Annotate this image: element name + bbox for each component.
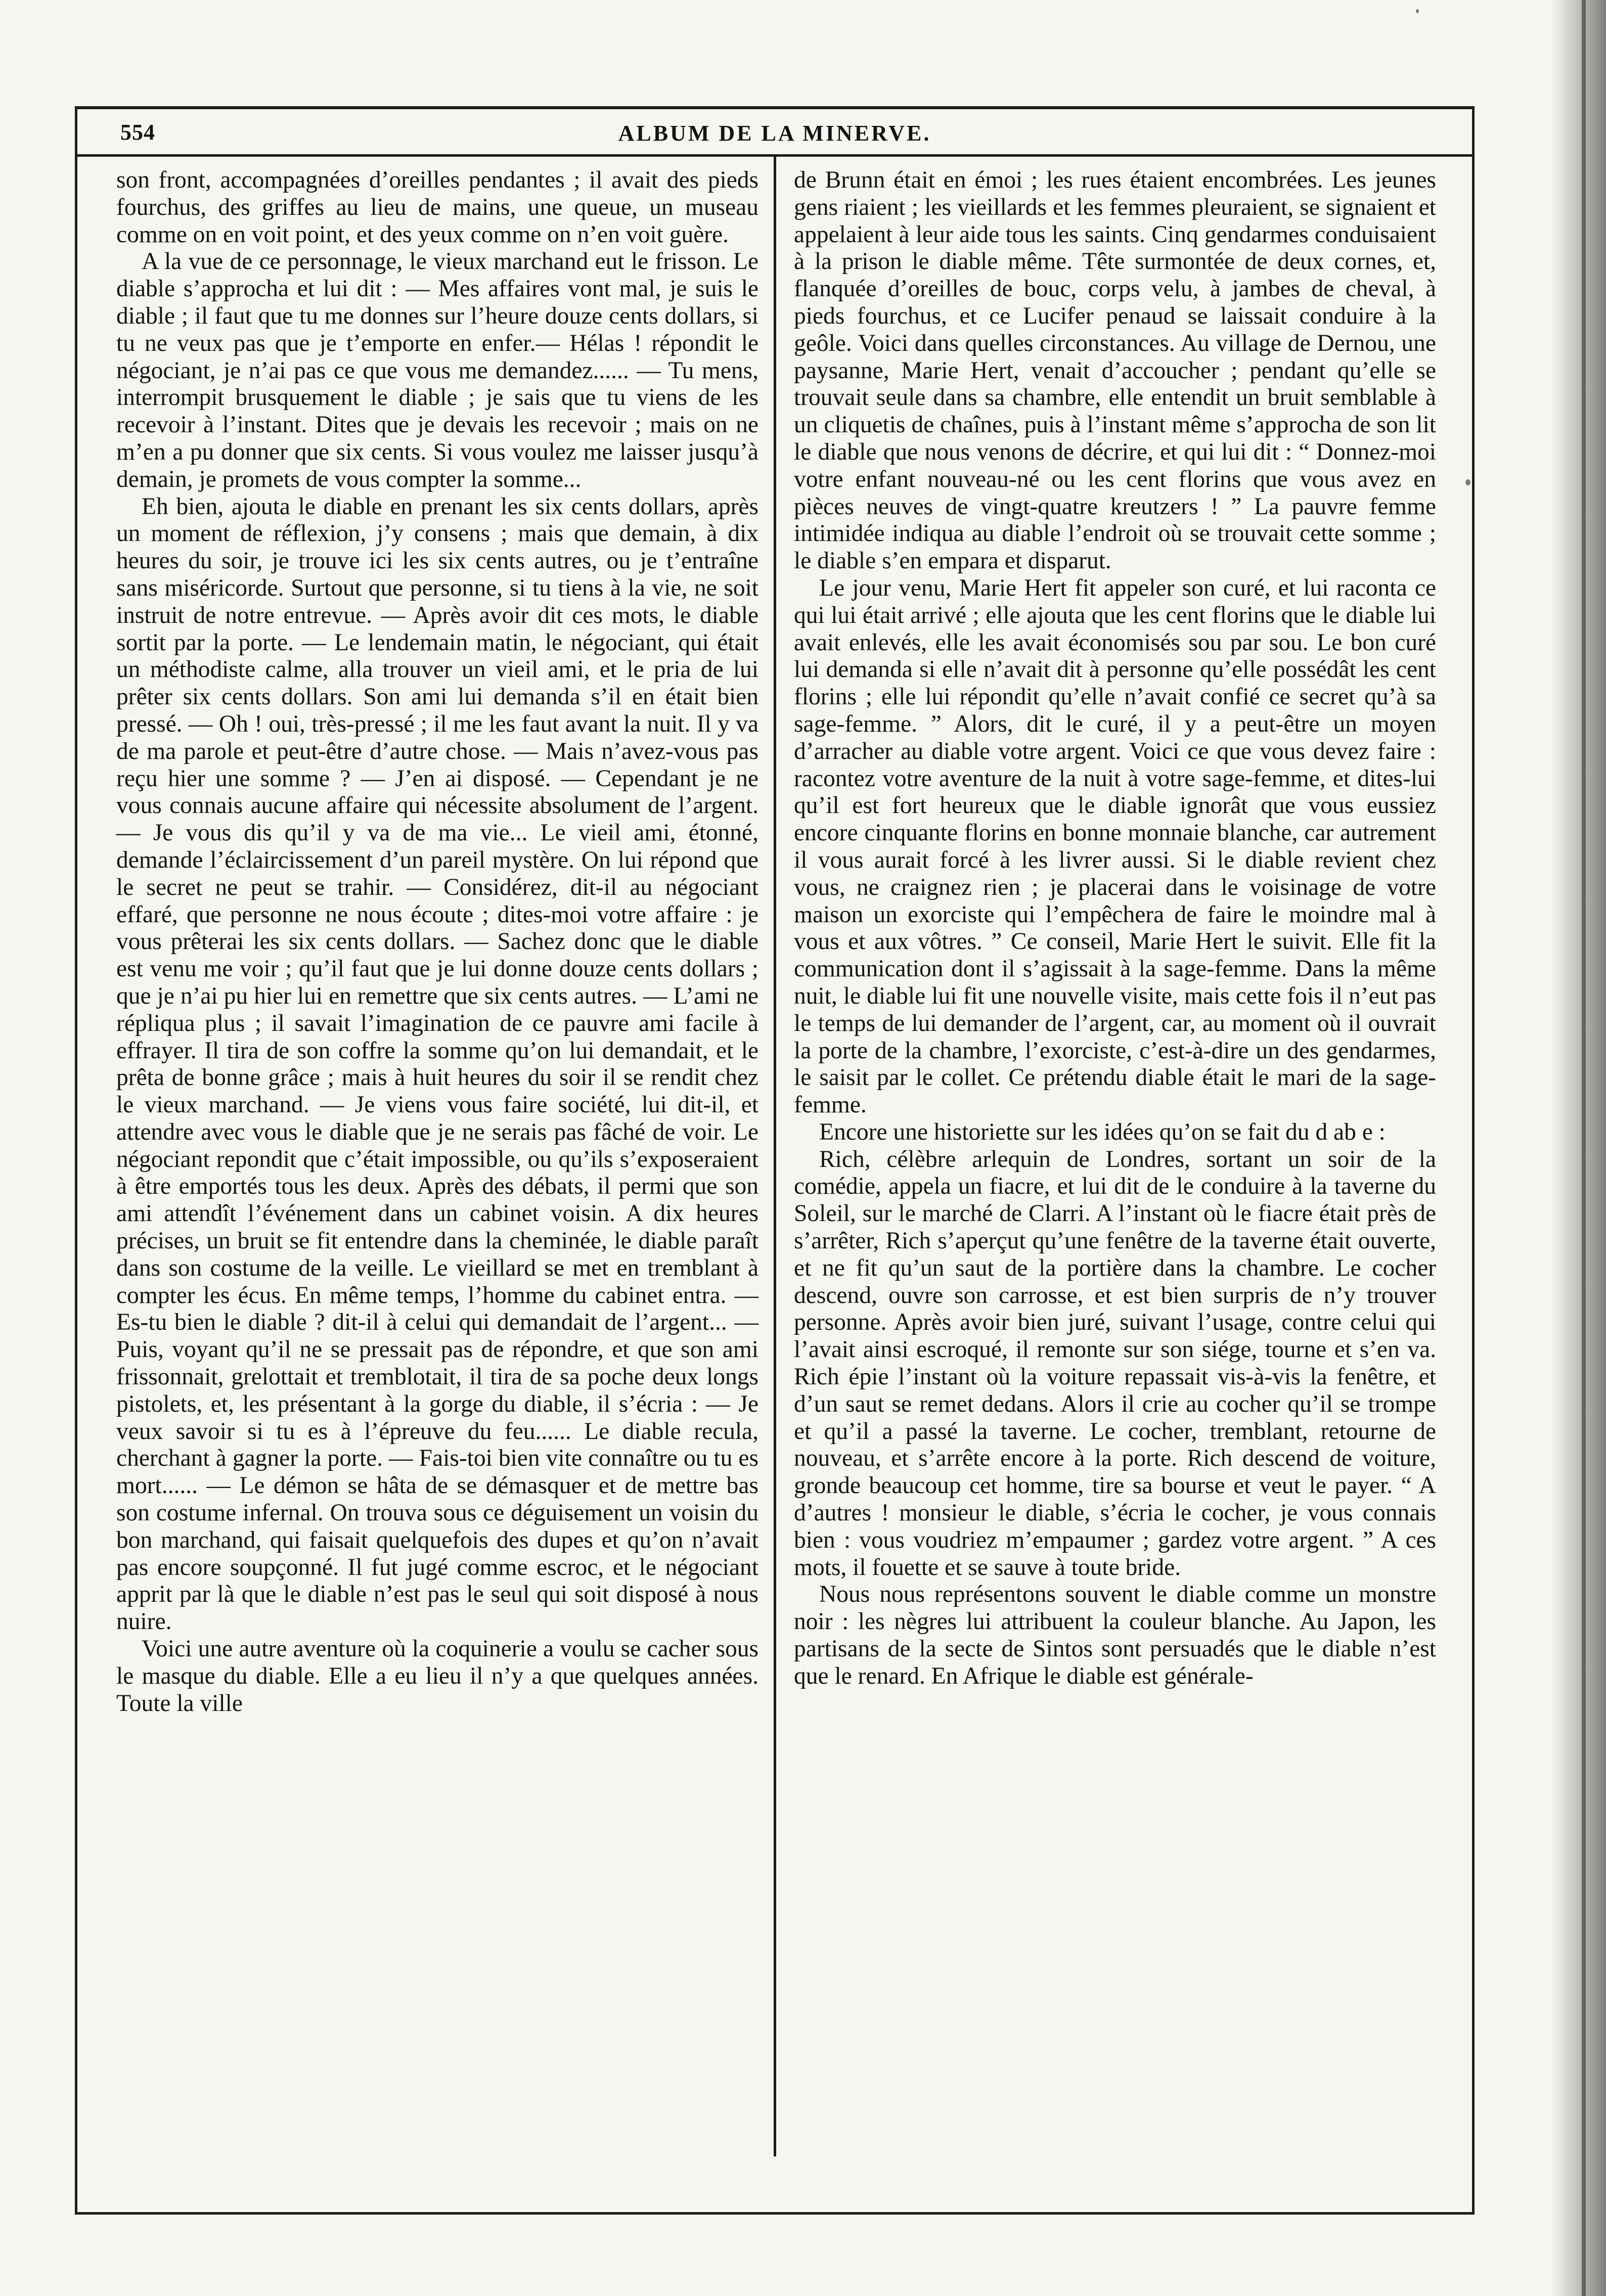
paragraph: de Brunn était en émoi ; les rues étaient encombrées. Les jeunes gens riaient ; les vieillards et les femmes pleuraient, se signaient et appelaient à leur aide tous les saints. Cinq gendarmes conduisaient à la prison le diable même. Tête surmontée de deux cornes, et, flanquée d’oreilles de bouc, corps velu, à jambes de cheval, à pieds fourchus, et ce Lucifer penaud se laissait conduire à la geôle. Voici dans quelles circonstances. Au village de Dernou, une paysanne, Marie Hert, venait d’accoucher ; pendant qu’elle se trouvait seule dans sa chambre, elle entendit un bruit semblable à un cliquetis de chaînes, puis à l’instant même s’approcha de son lit le diable que nous venons de décrire, et qui lui dit : “ Donnez-moi votre enfant nouveau-né ou les cent florins que vous avez en pièces neuves de vingt-quatre kreutzers ! ” La pauvre femme intimidée indiqua au diable l’endroit où se trouvait cette somme ; le diable s’en empara et disparut. [794, 167, 1436, 574]
paragraph: Le jour venu, Marie Hert fit appeler son curé, et lui raconta ce qui lui était arrivé ; elle ajouta que les cent florins que le diable lui avait enlevés, elle les avait économisés sou par sou. Le bon curé lui demanda si elle n’avait dit à personne qu’elle possédât les cent florins ; elle lui répondit qu’elle n’avait confié ce secret qu’à sa sage-femme. ” Alors, dit le curé, il y a peut-être un moyen d’arracher au diable votre argent. Voici ce que vous devez faire : racontez votre aventure de la nuit à votre sage-femme, et dites-lui qu’il est fort heureux que le diable ignorât que vous eussiez encore cinquante florins en bonne monnaie blanche, car autrement il vous aurait forcé à les livrer aussi. Si le diable revient chez vous, ne craignez rien ; je placerai dans le voisinage de votre maison un exorciste qui l’empêchera de faire le moindre mal à vous et aux vôtres. ” Ce conseil, Marie Hert le suivit. Elle fit la communication dont il s’agissait à la sage-femme. Dans la même nuit, le diable lui fit une nouvelle visite, mais cette fois il n’eut pas le temps de lui demander de l’argent, car, au moment où il ouvrait la porte de la chambre, l’exorciste, c’est-à-dire un des gendarmes, le saisit par le collet. Ce prétendu diable était le mari de la sage-femme. [794, 574, 1436, 1118]
paragraph: Voici une autre aventure où la coquinerie a voulu se cacher sous le masque du diable. Elle a eu lieu il n’y a que quelques années. Toute la ville [116, 1636, 759, 1717]
column-divider [774, 157, 776, 2156]
running-title: ALBUM DE LA MINERVE. [618, 121, 931, 146]
ink-speck [1465, 479, 1470, 485]
left-column [116, 167, 759, 1717]
page-header [75, 106, 1475, 157]
paragraph: A la vue de ce personnage, le vieux marchand eut le frisson. Le diable s’approcha et lui dit : — Mes affaires vont mal, je suis le diable ; il faut que tu me donnes sur l’heure douze cents dollars, si tu ne veux pas que je t’emporte en enfer.— Hélas ! répondit le négociant, je n’ai pas ce que vous me demandez...... — Tu mens, interrompit brusquement le diable ; je sais que tu viens de les recevoir à l’instant. Dites que je devais les recevoir ; mais on ne m’en a pu donner que six cents. Si vous voulez me laisser jusqu’à demain, je promets de vous compter la somme... [116, 248, 759, 492]
scan-binding-line [1582, 0, 1586, 2296]
page-number: 554 [120, 120, 155, 145]
paragraph: Nous nous représentons souvent le diable comme un monstre noir : les nègres lui attribuent la couleur blanche. Au Japon, les partisans de la secte de Sintos sont persuadés que le diable n’est que le renard. En Afrique le diable est générale- [794, 1581, 1436, 1689]
ink-speck [1416, 9, 1419, 13]
scan-shadow-edge [1550, 0, 1606, 2296]
paragraph: Rich, célèbre arlequin de Londres, sortant un soir de la comédie, appela un fiacre, et lui dit de le conduire à la taverne du Soleil, sur le marché de Clarri. A l’instant où le fiacre était près de s’arrêter, Rich s’aperçut qu’une fenêtre de la taverne était ouverte, et ne fit qu’un saut de la portière dans la chambre. Le cocher descend, ouvre son carrosse, et est bien surpris de n’y trouver personne. Après avoir bien juré, suivant l’usage, contre celui qui l’avait ainsi escroqué, il remonte sur son siége, tourne et s’en va. Rich épie l’instant où la voiture repassait vis-à-vis la fenêtre, et d’un saut se remet dedans. Alors il crie au cocher qu’il se trompe et qu’il a passé la taverne. Le cocher, tremblant, retourne de nouveau, et s’arrête encore à la porte. Rich descend de voiture, gronde beaucoup cet homme, tire sa bourse et veut le payer. “ A d’autres ! monsieur le diable, s’écria le cocher, je vous connais bien : vous voudriez m’empaumer ; gardez votre argent. ” A ces mots, il fouette et se sauve à toute bride. [794, 1146, 1436, 1581]
right-column [794, 167, 1436, 1690]
paragraph: Eh bien, ajouta le diable en prenant les six cents dollars, après un moment de réflexion, j’y consens ; mais que demain, à dix heures du soir, je trouve ici les six cents autres, ou je t’entraîne sans miséricorde. Surtout que personne, si tu tiens à la vie, ne soit instruit de notre entrevue. — Après avoir dit ces mots, le diable sortit par la porte. — Le lendemain matin, le négociant, qui était un méthodiste calme, alla trouver un vieil ami, et le pria de lui prêter six cents dollars. Son ami lui demanda s’il en était bien pressé. — Oh ! oui, très-pressé ; il me les faut avant la nuit. Il y va de ma parole et peut-être d’autre chose. — Mais n’avez-vous pas reçu hier une somme ? — J’en ai disposé. — Cependant je ne vous connais aucune affaire qui nécessite absolument de l’argent. — Je vous dis qu’il y va de ma vie... Le vieil ami, étonné, demande l’éclaircissement d’un pareil mystère. On lui répond que le secret ne peut se trahir. — Considérez, dit-il au négociant effaré, que personne ne nous écoute ; dites-moi votre affaire : je vous prêterai les six cents dollars. — Sachez donc que le diable est venu me voir ; qu’il faut que je lui donne douze cents dollars ; que je n’ai pu hier lui en remettre que six cents autres. — L’ami ne répliqua plus ; il savait l’imagination de ce pauvre ami facile à effrayer. Il tira de son coffre la somme qu’on lui demandait, et le prêta de bonne grâce ; mais à huit heures du soir il se rendit chez le vieux marchand. — Je viens vous faire société, lui dit-il, et attendre avec vous le diable que je ne serais pas fâché de voir. Le négociant repondit que c’était impossible, ou qu’ils s’exposeraient à être emportés tous les deux. Après des débats, il permi que son ami attendît l’événement dans un cabinet voisin. A dix heures précises, un bruit se fit entendre dans la cheminée, le diable paraît dans son costume de la veille. Le vieillard se met en tremblant à compter les écus. En même temps, l’homme du cabinet entra. — Es-tu bien le diable ? dit-il à celui qui demandait de l’argent... — Puis, voyant qu’il ne se pressait pas de répondre, et que son ami frissonnait, grelottait et tremblotait, il tira de sa poche deux longs pistolets, et, les présentant à la gorge du diable, il s’écria : — Je veux savoir si tu es à l’épreuve du feu...... Le diable recula, cherchant à gagner la porte. — Fais-toi bien vite connaître ou tu es mort...... — Le démon se hâta de se démasquer et de mettre bas son costume infernal. On trouva sous ce déguisement un voisin du bon marchand, qui faisait quelquefois des dupes et qu’on n’avait pas encore soupçonné. Il fut jugé comme escroc, et le négociant apprit par là que le diable n’est pas le seul qui soit disposé à nous nuire. [116, 493, 759, 1635]
paragraph: son front, accompagnées d’oreilles pendantes ; il avait des pieds fourchus, des griffes au lieu de mains, une queue, un museau comme on en voit point, et des yeux comme on n’en voit guère. [116, 167, 759, 248]
paragraph: Encore une historiette sur les idées qu’on se fait du d ab e : [819, 1118, 1386, 1145]
